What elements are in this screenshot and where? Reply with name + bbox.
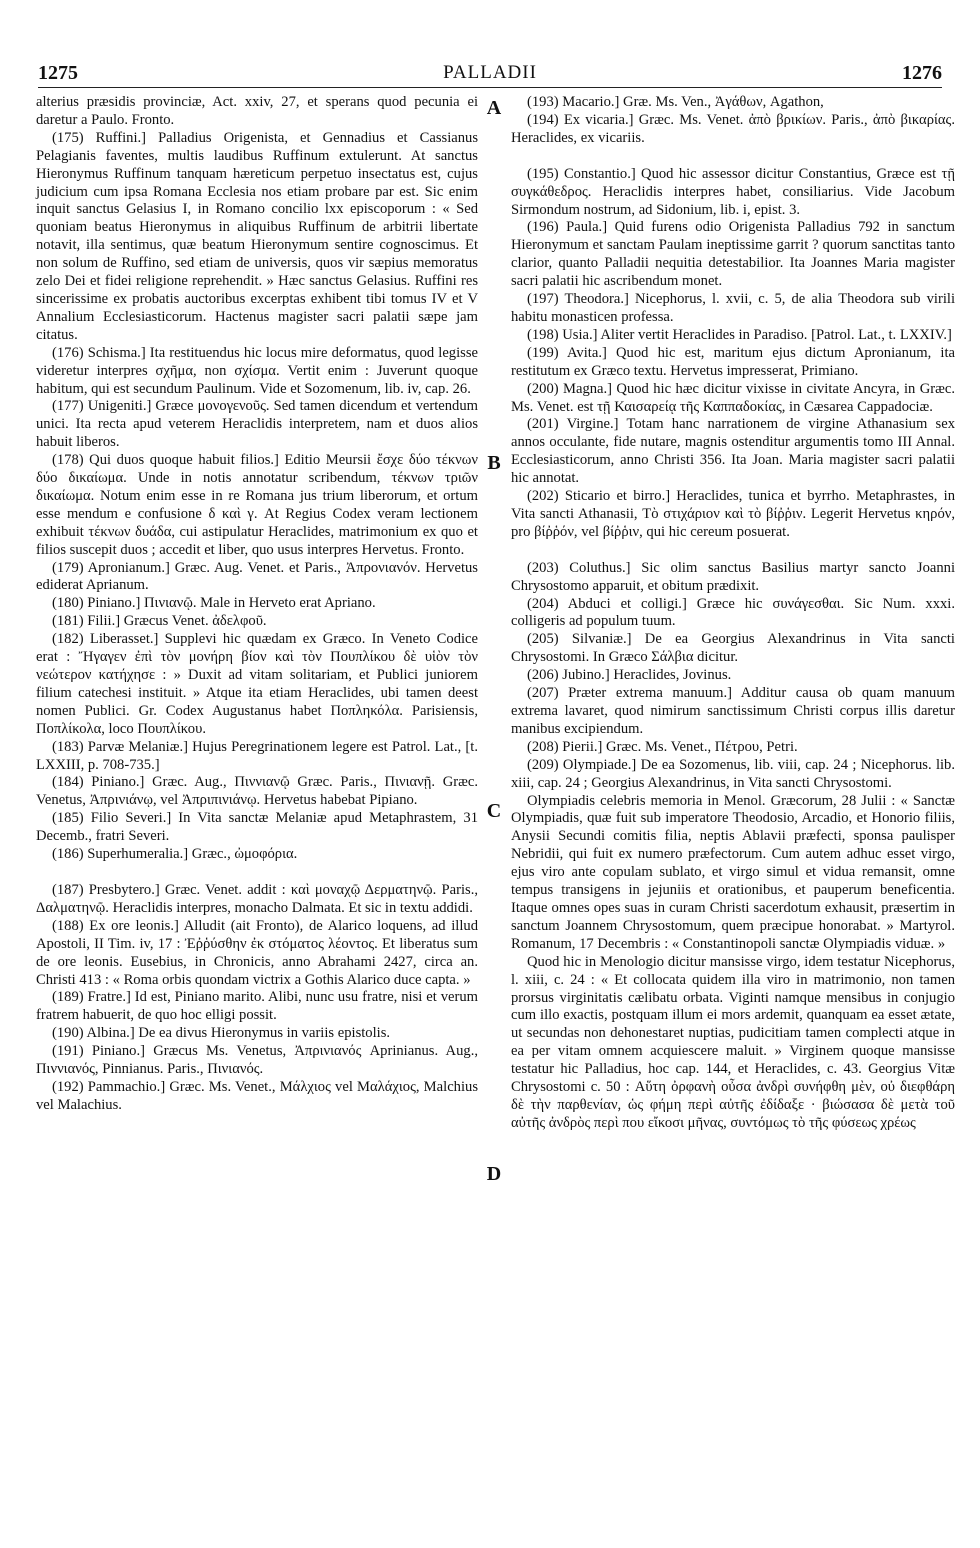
paragraph-gap <box>511 148 955 166</box>
note-paragraph: (192) Pammachio.] Græc. Ms. Venet., Μάλχιος vel Μαλάχιος, Malchius vel Malachius. <box>36 1078 478 1113</box>
note-paragraph: (201) Virgine.] Totam hanc narrationem de virgine Athanasium sex annos occulante, fide nutare, magnis ostenditur argumentis tomo III Annal. Ecclesiasticorum, anno Christi 356. Ita Joan. Maria magister sacri palatii hic annotat. <box>511 416 955 487</box>
right-column <box>511 94 955 1133</box>
margin-letter-d: D <box>486 1163 502 1185</box>
note-paragraph: (190) Albina.] De ea divus Hieronymus in variis epistolis. <box>52 1025 391 1042</box>
note-paragraph: (178) Qui duos quoque habuit filios.] Editio Meursii ἔσχε δύο τέκνων δύο δικαίωμα. Unde in notis annotatur scribendum, τέκνων τριῶν δικαίωμα. Notum enim esse in re Romana jus trium liberorum, et ortum esse mendum e confusione δ καὶ γ. At Regius Codex veram lectionem exhibuit τέκνων δυάδα, cui astipulatur Heraclides, matrimonium ex quo et filios suscepit duos ; accedit et liber, quo usus interpres Hervetus. Fronto. <box>36 452 478 558</box>
note-paragraph: (207) Præter extrema manuum.] Additur causa ob quam manuum extrema lavaret, quod nimirum sanctissimum Christi corpus illis daretur manibus excipiendum. <box>511 685 955 737</box>
page-number-left: 1275 <box>38 62 78 84</box>
note-paragraph: (180) Piniano.] Πινιανῷ. Male in Herveto erat Apriano. <box>52 595 376 612</box>
note-paragraph: (208) Pierii.] Græc. Ms. Venet., Πέτρου, Petri. <box>527 738 798 755</box>
note-paragraph: (181) Filii.] Græcus Venet. ἀδελφοῦ. <box>52 613 267 630</box>
note-paragraph: (205) Silvaniæ.] De ea Georgius Alexandrinus in Vita sancti Chrysostomi. In Græco Σάλβια dicitur. <box>511 631 955 666</box>
note-paragraph: (199) Avita.] Quod hic est, maritum ejus dictum Apronianum, ita restitutum ex Græco textu. Hervetus impresserat, Primiano. <box>511 344 955 379</box>
note-paragraph: (182) Liberasset.] Supplevi hic quædam ex Græco. In Veneto Codice erat : Ἤγαγεν ἐπὶ τὸν μονήρη βίον καὶ τὸν Πουπλίκου δὲ υἱὸν τὸν νεώτερον κατήχησε : » Duxit ad vitam solitariam, et Publici juniorem filium catechesi instituit. » Atque ita etiam Heraclides, ubi tamen deest nomen Publici. Gr. Codex Augustanus habet Ποπληκόλα. Parisiensis, Ποπλίκολα, loco Πουπλίκου. <box>36 631 478 737</box>
note-paragraph: (206) Jubino.] Heraclides, Jovinus. <box>527 667 732 684</box>
margin-letter-a: A <box>486 97 502 119</box>
note-paragraph: (202) Sticario et birro.] Heraclides, tunica et byrrho. Metaphrastes, in Vita sancti Athanasii, Τὸ στιχάριον καὶ τὸ βίῤῥιν. Legerit Hervetus κηρόν, pro βίῤῥόν, vel βίῤῥιν, qui hic cereum posuerat. <box>511 488 955 540</box>
margin-letter-c: C <box>486 800 502 822</box>
note-paragraph: (191) Piniano.] Græcus Ms. Venetus, Ἀπρινιανός Aprinianus. Aug., Πιννιανός, Pinnianus. Paris., Πινιανός. <box>36 1043 478 1078</box>
paragraph-gap <box>511 542 955 560</box>
running-title: PALLADII <box>443 62 537 83</box>
note-paragraph: (188) Ex ore leonis.] Alludit (ait Fronto), de Alarico loquens, ad illud Apostoli, II Tim. iv, 17 : Ἐῤῥύσθην ἐκ στόματος λέοντος. Et liberatus sum de ore leonis. Eusebius, in Chronicis, anno Abrahami 2427, circa an. Christi 413 : « Roma orbis quondam victrix a Gothis Alarico duce capta. » <box>36 917 478 988</box>
page-number-right: 1276 <box>902 62 942 84</box>
note-paragraph: (198) Usia.] Aliter vertit Heraclides in Paradiso. [Patrol. Lat., t. LXXIV.] <box>527 326 952 343</box>
note-paragraph: (197) Theodora.] Nicephorus, l. xvii, c. 5, de alia Theodora sub virili habitu monasticen professa. <box>511 291 955 325</box>
note-paragraph: (209) Olympiade.] De ea Sozomenus, lib. viii, cap. 24 ; Nicephorus. lib. xiii, cap. 24 ; Georgius Alexandrinus, in Vita sancti Chrysostomi. <box>511 756 955 791</box>
note-paragraph: (203) Coluthus.] Sic olim sanctus Basilius martyr sancto Joanni Chrysostomo apparuit, et obitum prædixit. <box>511 559 955 594</box>
note-paragraph: Quod hic in Menologio dicitur mansisse virgo, idem testatur Nicephorus, l. xiii, c. 24 : « Et collocata quidem illa viro in matrimonio, non tamen prorsus virginitatis cælibatu orbata. Viginti namque mensibus in conjugio cum illo exactis, postquam illum ei mors ardemit, quanquam ea esset ætate, ut secundas non dehonestaret nuptias, pudicitiam tamen complecti atque in ea per vitam omnem acquiescere maluit. » Virginem quoque mansisse testatur hic Palladius, hoc cap. 144, et Heraclides, c. 43. Georgius Vitæ Chrysostomi c. 50 : Αὕτη ὀρφανὴ οὖσα ἀνδρὶ συνήφθη μὲν, οὐ διεφθάρη δὲ τὴν παρθενίαν, ὡς φήμη περὶ αὐτῆς ἐδίδαξε · βιώσασα δὲ μετὰ τοῦ αὐτῆς ἀνδρὸς περὶ που εἴκοσι μῆνας, συντόμως τὸ τῆς φύσεως χρέως <box>511 953 955 1131</box>
note-paragraph: (196) Paula.] Quid furens odio Origenista Palladius 792 in sanctum Hieronymum et sanctam Paulam ineptissime garrit ? quorum sanctitas tanto clarior, quanto Palladii nequitia detestabilior. Ita Joannes Maria magister sacri palatii hic ascribendum monet. <box>511 219 955 290</box>
note-paragraph: (200) Magna.] Quod hic hæc dicitur vixisse in civitate Ancyra, in Græc. Ms. Venet. est τῇ Καισαρείᾳ τῆς Καππαδοκίας, in Cæsarea Cappadociæ. <box>511 380 955 415</box>
paragraph-gap <box>36 864 478 882</box>
note-paragraph: (187) Presbytero.] Græc. Venet. addit : καὶ μοναχῷ Δερματηνῷ. Paris., Δαλματηνῷ. Heraclidis interpres, monacho Dalmata. Et sic in textu addidi. <box>36 881 478 916</box>
note-paragraph: (179) Apronianum.] Græc. Aug. Venet. et Paris., Ἀπρονιανόν. Hervetus ediderat Aprianum. <box>36 559 478 594</box>
margin-letter-b: B <box>487 452 501 474</box>
note-paragraph: (186) Superhumeralia.] Græc., ὠμοφόρια. <box>52 846 298 863</box>
left-column <box>36 94 478 1115</box>
note-paragraph: (194) Ex vicaria.] Græc. Ms. Venet. ἀπὸ βρικίων. Paris., ἀπὸ βικαρίας. Heraclides, ex vicariis. <box>511 111 955 146</box>
note-paragraph: (183) Parvæ Melaniæ.] Hujus Peregrinationem legere est Patrol. Lat., [t. LXXIII, p. 708-735.] <box>36 738 478 773</box>
note-paragraph: (193) Macario.] Græ. Ms. Ven., Ἀγάθων, Agathon, <box>527 94 824 110</box>
note-paragraph: alterius præsidis provinciæ, Act. xxiv, 27, et sperans quod pecunia ei daretur a Paulo. Fronto. <box>36 94 478 128</box>
note-paragraph: (184) Piniano.] Græc. Aug., Πιννιανῷ Græc. Paris., Πινιανῇ. Græc. Venetus, Ἀπρινιάνῳ, vel Ἀπριπινιάνῳ. Hervetus habebat Pipiano. <box>36 774 478 809</box>
note-paragraph: (189) Fratre.] Id est, Piniano marito. Alibi, nunc usu fratre, nisi et verum fratrem habuerit, de quo hoc elligi possit. <box>36 989 478 1024</box>
note-paragraph: (195) Constantio.] Quod hic assessor dicitur Constantius, Græce est τῇ συγκάθεδρος. Heraclidis interpres habet, consiliarius. Vide Jacobum Sirmondum nostrum, ad Sidonium, lib. i, epist. 3. <box>511 165 955 218</box>
note-paragraph: (204) Abduci et colligi.] Græce hic συνάγεσθαι. Sic Num. xxxi. colligeris ad populum tuum. <box>511 595 955 630</box>
note-paragraph: Olympiadis celebris memoria in Menol. Græcorum, 28 Julii : « Sanctæ Olympiadis, quæ fuit sub imperatore Theodosio, Arcadio, et Honorio filiis, Anysii Secundi comitis filia, neptis Ablavii præfecti, sponsa paulisper Nebridii, qui fuit ex numero præfectorum. Cum autem adhuc esset virgo, ejus viro ante copulam sublato, et virgo simul et vidua remansit, omne tempus transigens in jejuniis et orationibus, et pauperum beneficentia. Itaque omnes opes suas in curam Christi sacerdotum exhausit, præsertim in sanctum Joannem Chrysostomum, quem præcipue honorabat. » Martyrol. Romanum, 17 Decembris : « Constantinopoli sanctæ Olympiadis viduæ. » <box>511 792 955 952</box>
page-header <box>38 62 942 84</box>
note-paragraph: (176) Schisma.] Ita restituendus hic locus mire deformatus, quod legisse videretur interpres σχῆμα, non σχίσμα. Vertit enim : Juverunt quoque habitum, qui est secundum Paulinum. Vide et Sozomenum, lib. iv, cap. 26. <box>36 344 478 397</box>
note-paragraph: (177) Unigeniti.] Græce μονογενοῦς. Sed tamen dicendum et vertendum unici. Ita recta apud veterem Heraclidis interpretem, nam et duos alios habuit liberos. <box>36 398 478 451</box>
note-paragraph: (175) Ruffini.] Palladius Origenista, et Gennadius et Cassianus Pelagianis faventes, multis laudibus Ruffinum extulerunt. At sanctus Hieronymus Ruffinum tanquam hæreticum perpetuo insectatus est, cujus judicium cum ipsa Romana Ecclesia nos etiam probare par est. Sic enim inquit sanctus Gelasius I, in Romano concilio lxx episcoporum : « Sed quoniam beatus Hieronymus in aliquibus Ruffinum de arbitrii libertate notavit, illa sentimus, quæ beatum Hieronymum sentire cognoscimus. Et non solum de Ruffino, sed etiam de universis, quos vir sæpius memoratus zelo Dei et fidei religione reprehendit. » Hæc sanctus Gelasius. Ruffini res sincerissime ex probatis auctoribus excerptas exhibent tibi tomus IV et V Annalium Ecclesiasticorum. Hactenus magister sacri palatii sæpe jam citatus. <box>36 129 478 343</box>
header-rule <box>38 87 942 88</box>
note-paragraph: (185) Filio Severi.] In Vita sanctæ Melaniæ apud Metaphrastem, 31 Decemb., fratri Severi. <box>36 810 478 845</box>
